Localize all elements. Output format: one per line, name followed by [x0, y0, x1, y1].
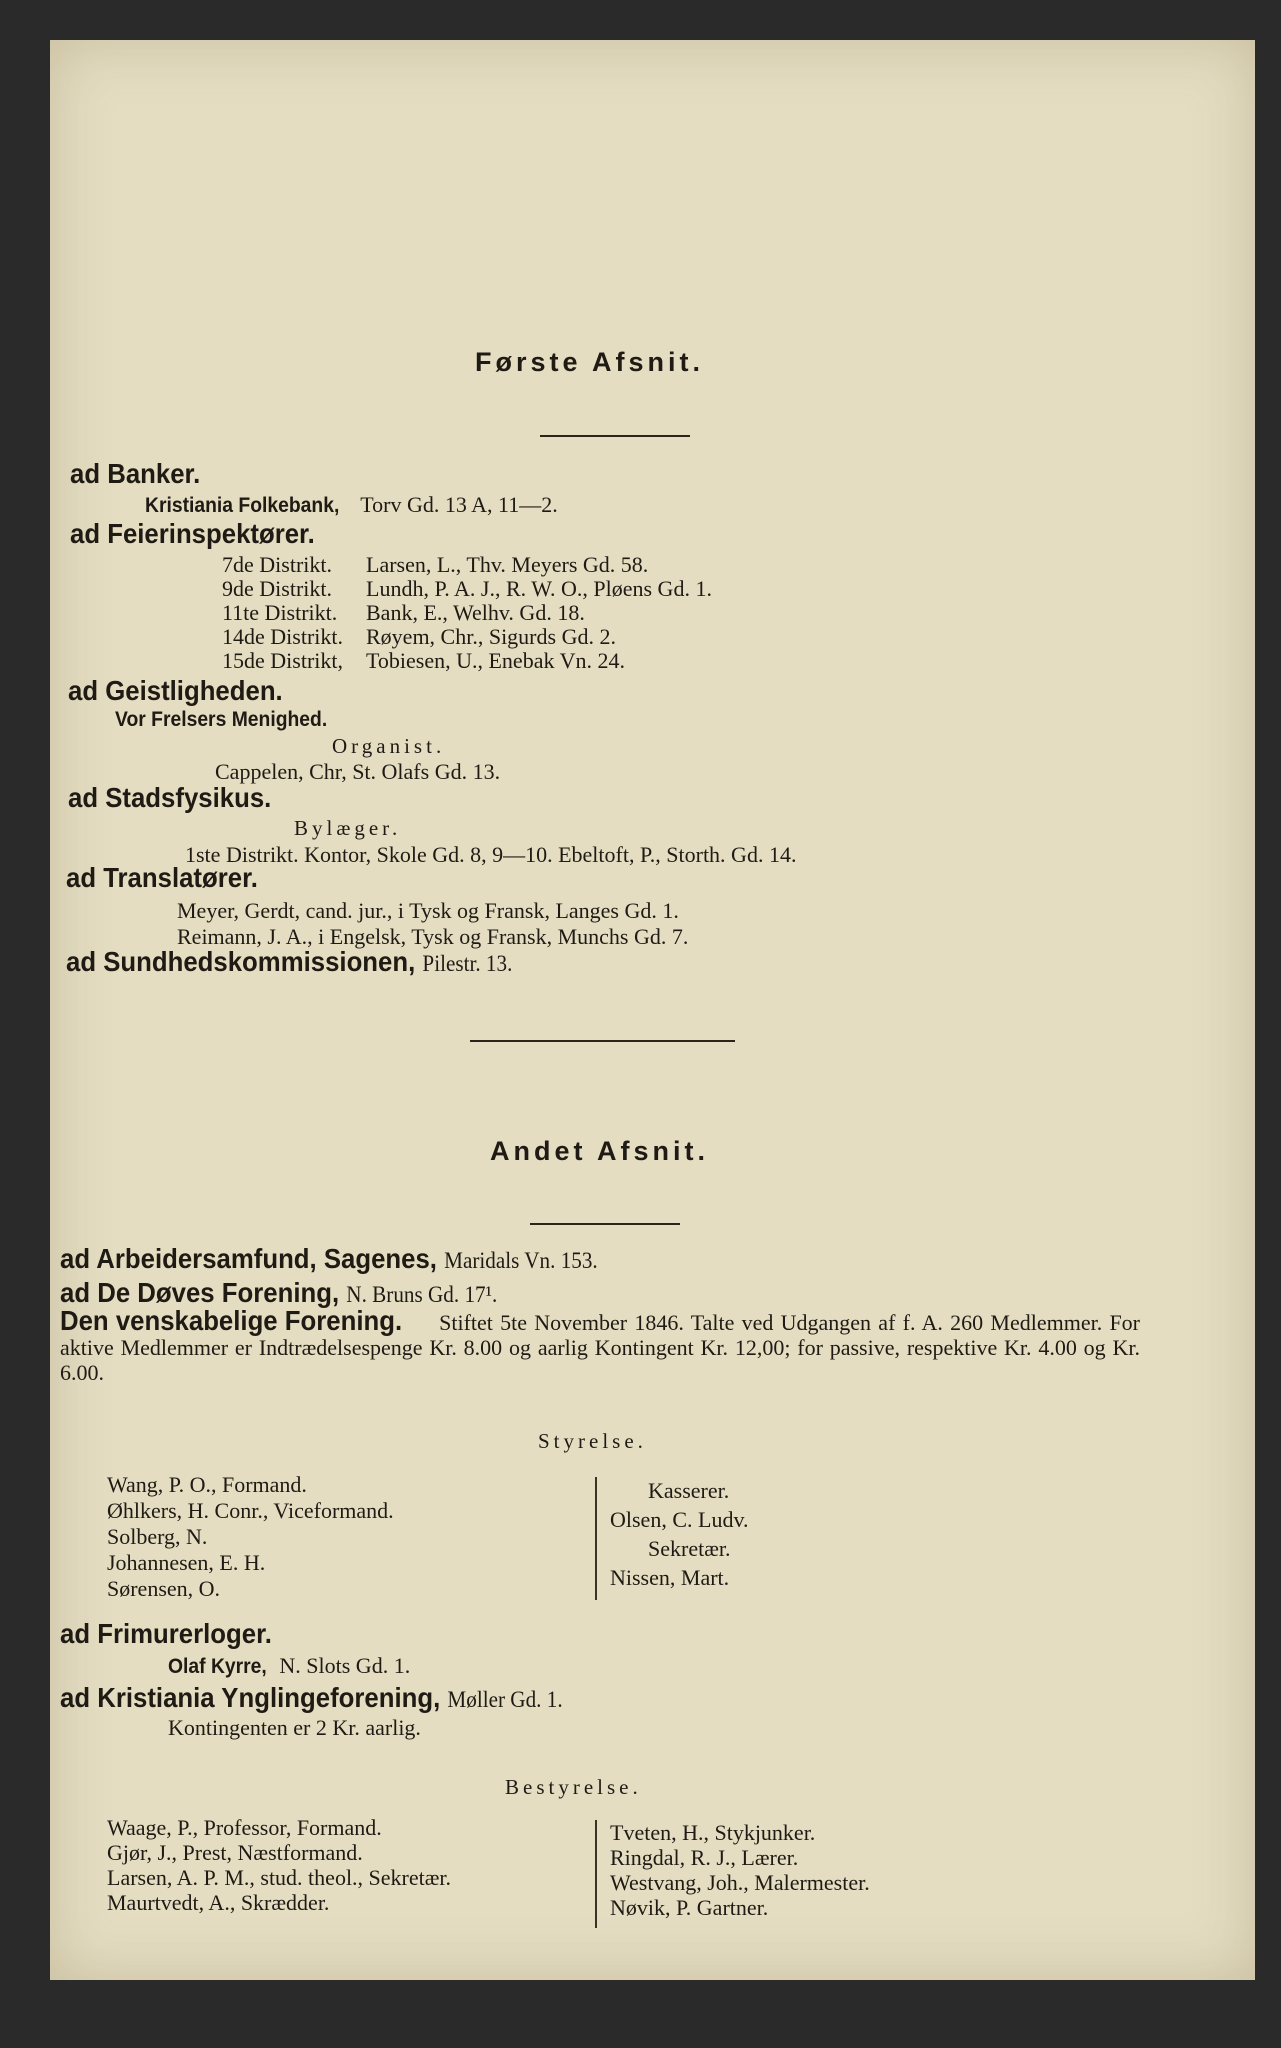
district-person: Røyem, Chr., Sigurds Gd. 2.: [366, 624, 616, 649]
board-member: Westvang, Joh., Malermester.: [610, 1870, 870, 1895]
board-member: Nissen, Mart.: [610, 1565, 730, 1590]
board-member: Waage, P., Professor, Formand.: [107, 1815, 382, 1840]
first-section-rule: [540, 435, 690, 437]
translator-line-1: Meyer, Gerdt, cand. jur., i Tysk og Fransk, Langes Gd. 1.: [177, 898, 679, 923]
board-member: Sørensen, O.: [107, 1576, 221, 1601]
bestyrelse-column-divider: [595, 1820, 597, 1928]
district-label: 7de Distrikt.: [222, 552, 332, 577]
board-member: Johannesen, E. H.: [107, 1550, 266, 1575]
sundhed-heading: [66, 946, 512, 978]
board-member: Solberg, N.: [107, 1524, 208, 1549]
frimurer-heading: ad Frimurerloger.: [60, 1618, 272, 1649]
board-member: Wang, P. O., Formand.: [107, 1472, 307, 1497]
district-person: Larsen, L., Thv. Meyers Gd. 58.: [366, 552, 649, 577]
district-person: Lundh, P. A. J., R. W. O., Pløens Gd. 1.: [366, 576, 712, 601]
venskabelige-heading: Den venskabelige Forening.: [60, 1305, 403, 1336]
second-section-rule: [530, 1223, 680, 1225]
district-person: Bank, E., Welhv. Gd. 18.: [366, 600, 585, 625]
frimurer-entry-name: Olaf Kyrre,: [168, 1655, 267, 1678]
district-label: 14de Distrikt.: [222, 624, 343, 649]
arbeider-address: Maridals Vn. 153.: [444, 1248, 598, 1273]
banker-entry-rest: Torv Gd. 13 A, 11—2.: [360, 492, 558, 517]
district-label: 9de Distrikt.: [222, 576, 332, 601]
board-member: Larsen, A. P. M., stud. theol., Sekretær.: [107, 1865, 452, 1890]
organist-person: Cappelen, Chr, St. Olafs Gd. 13.: [215, 759, 501, 784]
board-member: Øhlkers, H. Conr., Viceformand.: [107, 1498, 394, 1523]
board-role: Sekretær.: [648, 1536, 731, 1561]
board-member: Tveten, H., Stykjunker.: [610, 1820, 816, 1845]
venskabelige-text: Stiftet 5te November 1846. Talte ved Udgangen af f. A. 260 Medlemmer. For aktive Medlemmer er Indtrædelsespenge Kr. 8.00 og aarlig Kontingent Kr. 12,00; for passive, respektive Kr. 4.00 og Kr. 6.00.: [60, 1310, 1141, 1385]
frimurer-entry-address: N. Slots Gd. 1.: [279, 1653, 411, 1678]
translator-heading: ad Translatører.: [66, 862, 258, 893]
board-member: Gjør, J., Prest, Næstformand.: [107, 1840, 363, 1865]
yngling-heading-text: ad Kristiania Ynglingeforening,: [60, 1682, 441, 1713]
styrelse-column-divider: [595, 1477, 597, 1600]
bylaeger-line: 1ste Distrikt. Kontor, Skole Gd. 8, 9—10. Ebeltoft, P., Storth. Gd. 14.: [185, 842, 797, 867]
arbeider-heading: [60, 1243, 598, 1275]
section-divider-rule: [470, 1040, 735, 1042]
board-member: Maurtvedt, A., Skrædder.: [107, 1890, 330, 1915]
sundhed-heading-text: ad Sundhedskommissionen,: [66, 946, 416, 977]
bylaeger-label: Bylæger.: [294, 816, 402, 840]
document-page: [50, 40, 1255, 1980]
district-person: Tobiesen, U., Enebak Vn. 24.: [366, 648, 625, 673]
geistlighed-sub: Vor Frelsers Menighed.: [115, 708, 328, 731]
district-label: 15de Distrikt,: [222, 648, 343, 673]
board-role: Kasserer.: [648, 1478, 730, 1503]
frimurer-entry: [168, 1653, 410, 1679]
banker-heading: ad Banker.: [70, 458, 201, 489]
geistlighed-heading: ad Geistligheden.: [68, 675, 283, 706]
board-member: Ringdal, R. J., Lærer.: [610, 1845, 799, 1870]
doves-heading-text: ad De Døves Forening,: [60, 1277, 340, 1308]
banker-entry-name: Kristiania Folkebank,: [145, 494, 340, 517]
second-section-title: Andet Afsnit.: [490, 1136, 709, 1166]
feier-heading: ad Feierinspektører.: [70, 518, 315, 549]
banker-entry: [145, 492, 558, 518]
venskabelige-paragraph: [60, 1305, 1141, 1385]
arbeider-heading-text: ad Arbeidersamfund, Sagenes,: [60, 1243, 437, 1274]
translator-line-2: Reimann, J. A., i Engelsk, Tysk og Fransk, Munchs Gd. 7.: [177, 924, 689, 949]
first-section-title: Første Afsnit.: [475, 347, 705, 377]
yngling-address: Møller Gd. 1.: [447, 1687, 563, 1712]
yngling-heading: [60, 1682, 563, 1714]
stadsfysikus-heading: ad Stadsfysikus.: [68, 782, 272, 813]
doves-address: N. Bruns Gd. 17¹.: [346, 1282, 498, 1307]
yngling-note: Kontingenten er 2 Kr. aarlig.: [168, 1715, 421, 1740]
bestyrelse-title: Bestyrelse.: [505, 1775, 642, 1799]
board-member: Nøvik, P. Gartner.: [610, 1895, 769, 1920]
styrelse-title: Styrelse.: [538, 1429, 647, 1453]
sundhed-address: Pilestr. 13.: [422, 951, 513, 976]
organist-label: Organist.: [332, 734, 446, 758]
board-member: Olsen, C. Ludv.: [610, 1507, 749, 1532]
district-label: 11te Distrikt.: [222, 600, 338, 625]
